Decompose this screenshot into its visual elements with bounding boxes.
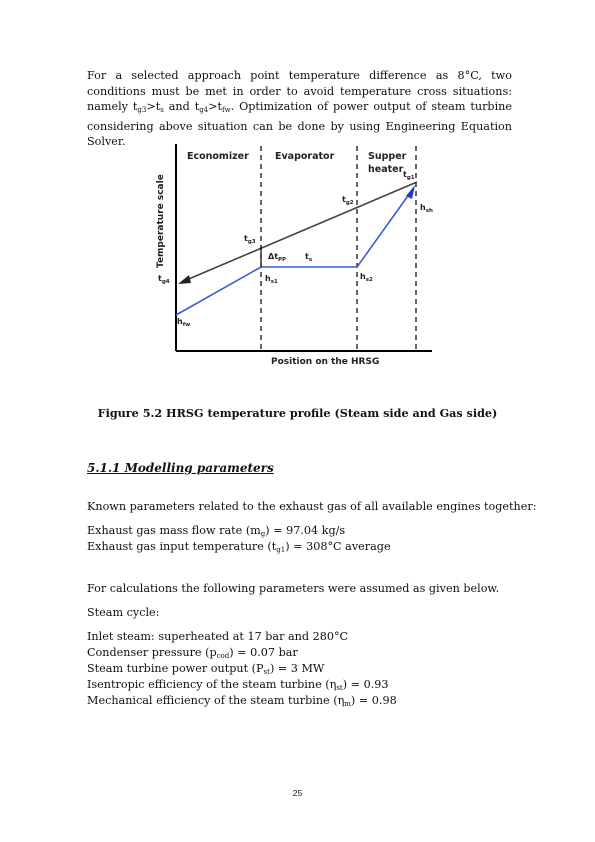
param-value: ) = 3 MW bbox=[269, 662, 325, 675]
intro-text: For a selected approach point temperature difference as 8°C, two conditions must be met in order to avoid temperature cross situations: namely t bbox=[87, 69, 512, 113]
label-hsh: $h_{sh}$ bbox=[420, 203, 433, 214]
param-value: ) = 0.07 bar bbox=[229, 646, 298, 659]
param-sub: st bbox=[336, 684, 343, 692]
param-value: ) = 0.93 bbox=[342, 678, 389, 691]
param-label: Exhaust gas input temperature (t bbox=[87, 540, 277, 553]
mechanical-efficiency bbox=[87, 694, 397, 708]
param-value: ) = 308°C average bbox=[285, 540, 391, 553]
intro-text: . Optimization of power output of steam turbine considering above situation can be done by using Engineering Equation Solver. bbox=[87, 100, 512, 148]
param-sub: g bbox=[260, 530, 266, 538]
condenser-pressure bbox=[87, 646, 298, 660]
label-hs2: $h_{s2}$ bbox=[360, 272, 373, 283]
intro-text: >t bbox=[146, 100, 161, 113]
param-label: Exhaust gas mass flow rate (m bbox=[87, 524, 261, 537]
param-sub: st bbox=[263, 668, 270, 676]
steam-temperature-line bbox=[176, 193, 410, 315]
x-axis-label: Position on the HRSG bbox=[271, 357, 380, 367]
figure-caption: Figure 5.2 HRSG temperature profile (Steam side and Gas side) bbox=[97, 406, 498, 420]
label-tg1: $t_{g1}$ bbox=[403, 170, 415, 181]
y-axis-label: Temperature scale bbox=[156, 174, 166, 268]
intro-sub: g3 bbox=[137, 106, 147, 114]
section-evaporator: Evaporator bbox=[275, 151, 335, 162]
param-sub: g1 bbox=[276, 546, 286, 554]
intro-sub: g4 bbox=[199, 106, 209, 114]
intro-text: and t bbox=[163, 100, 200, 113]
turbine-power-output bbox=[87, 662, 324, 676]
label-tg3: $t_{g3}$ bbox=[244, 234, 256, 245]
intro-sub: s bbox=[160, 106, 164, 114]
param-sub: cod bbox=[216, 652, 230, 660]
isentropic-efficiency bbox=[87, 678, 389, 692]
param-label: Steam turbine power output (P bbox=[87, 662, 264, 675]
label-hfw: $h_{fw}$ bbox=[177, 317, 191, 328]
param-sub: m bbox=[344, 700, 351, 708]
label-tg4: $t_{g4}$ bbox=[158, 274, 170, 285]
section-economizer: Economizer bbox=[187, 151, 249, 162]
intro-sub: fw bbox=[222, 106, 231, 114]
param-value: ) = 97.04 kg/s bbox=[265, 524, 346, 537]
label-pinch-delta: $\Delta t_{PP}$ bbox=[268, 252, 287, 263]
param-value: ) = 0.98 bbox=[350, 694, 397, 707]
intro-text: >t bbox=[208, 100, 223, 113]
exhaust-intro: Known parameters related to the exhaust gas of all available engines together: bbox=[87, 500, 537, 513]
label-ts: $t_s$ bbox=[305, 252, 313, 263]
exhaust-mass-flow bbox=[87, 524, 345, 538]
param-label: Mechanical efficiency of the steam turbine (η bbox=[87, 694, 345, 707]
calc-intro: For calculations the following parameters were assumed as given below. bbox=[87, 582, 500, 595]
exhaust-temperature bbox=[87, 540, 391, 554]
section-heading: 5.1.1 Modelling parameters bbox=[87, 461, 274, 475]
intro-paragraph bbox=[87, 68, 512, 150]
label-tg2: $t_{g2}$ bbox=[342, 195, 354, 206]
page-number: 25 bbox=[292, 788, 303, 798]
inlet-steam: Inlet steam: superheated at 17 bar and 280°C bbox=[87, 630, 349, 643]
section-superheater-line1: Supper bbox=[368, 151, 407, 162]
steam-cycle-title: Steam cycle: bbox=[87, 606, 160, 619]
hrsg-temperature-profile-figure bbox=[140, 140, 470, 372]
section-superheater-line2: heater bbox=[368, 164, 404, 175]
gas-line-arrowhead bbox=[178, 275, 191, 284]
param-label: Condenser pressure (p bbox=[87, 646, 217, 659]
param-label: Isentropic efficiency of the steam turbine (η bbox=[87, 678, 337, 691]
label-hs1: $h_{s1}$ bbox=[265, 274, 278, 285]
